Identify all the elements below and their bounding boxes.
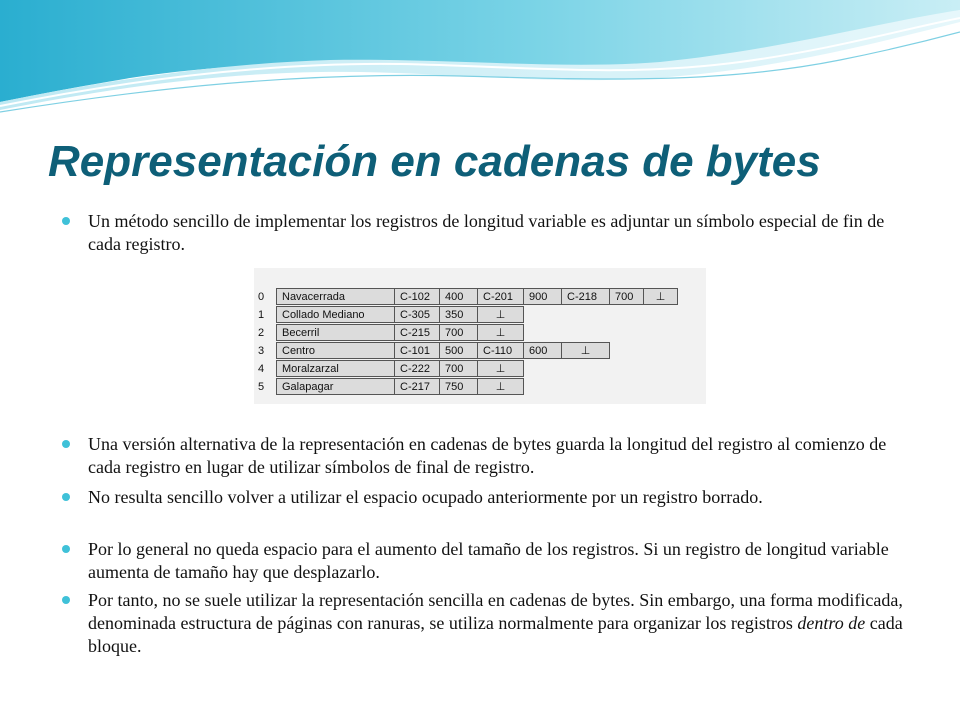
bullet-5-emphasis: dentro de: [797, 613, 866, 633]
record-number: 5: [258, 381, 265, 393]
record-field: 500: [439, 342, 478, 359]
record-number: 3: [258, 345, 265, 357]
record-field: C-110: [477, 342, 524, 359]
bullet-5-end: cada bloque.: [88, 613, 903, 656]
record-field: 350: [439, 306, 478, 323]
record-number: 1: [258, 309, 265, 321]
record-field: C-201: [477, 288, 524, 305]
record-field: Galapagar: [276, 378, 395, 395]
record-field: C-218: [561, 288, 610, 305]
record-field: C-217: [394, 378, 440, 395]
record-field: 600: [523, 342, 562, 359]
record-field: 400: [439, 288, 478, 305]
record-field: C-215: [394, 324, 440, 341]
record-field: Moralzarzal: [276, 360, 395, 377]
record-field: 700: [609, 288, 644, 305]
end-of-record-symbol: ⊥: [477, 378, 524, 395]
record-field: 700: [439, 360, 478, 377]
record-field: Collado Mediano: [276, 306, 395, 323]
bullet-5: [88, 589, 918, 658]
bullet-3: No resulta sencillo volver a utilizar el espacio ocupado anteriormente por un registro borrado.: [88, 486, 918, 509]
record-field: Navacerrada: [276, 288, 395, 305]
bullet-5-text: Por tanto, no se suele utilizar la representación sencilla en cadenas de bytes. Sin embargo, una forma modificada, denominada estructura de páginas con ranuras, se utiliza normalmente para organizar los registros: [88, 590, 903, 633]
record-number: 2: [258, 327, 265, 339]
end-of-record-symbol: ⊥: [477, 324, 524, 341]
end-of-record-symbol: ⊥: [477, 360, 524, 377]
end-of-record-symbol: ⊥: [643, 288, 678, 305]
end-of-record-symbol: ⊥: [477, 306, 524, 323]
record-field: 750: [439, 378, 478, 395]
record-number: 4: [258, 363, 265, 375]
record-field: Becerril: [276, 324, 395, 341]
header-wave-decoration: [0, 0, 960, 140]
end-of-record-symbol: ⊥: [561, 342, 610, 359]
record-field: C-222: [394, 360, 440, 377]
record-field: Centro: [276, 342, 395, 359]
record-field: 700: [439, 324, 478, 341]
record-field: C-102: [394, 288, 440, 305]
record-field: 900: [523, 288, 562, 305]
bullet-1: Un método sencillo de implementar los registros de longitud variable es adjuntar un símbolo especial de fin de cada registro.: [88, 210, 918, 256]
record-field: C-305: [394, 306, 440, 323]
bullet-2: Una versión alternativa de la representación en cadenas de bytes guarda la longitud del registro al comienzo de cada registro en lugar de utilizar símbolos de final de registro.: [88, 433, 918, 479]
record-field: C-101: [394, 342, 440, 359]
slide-title: Representación en cadenas de bytes: [48, 137, 821, 186]
bullet-4: Por lo general no queda espacio para el aumento del tamaño de los registros. Si un registro de longitud variable aumenta de tamaño hay que desplazarlo.: [88, 538, 918, 584]
record-number: 0: [258, 291, 265, 303]
record-figure: [254, 268, 706, 404]
